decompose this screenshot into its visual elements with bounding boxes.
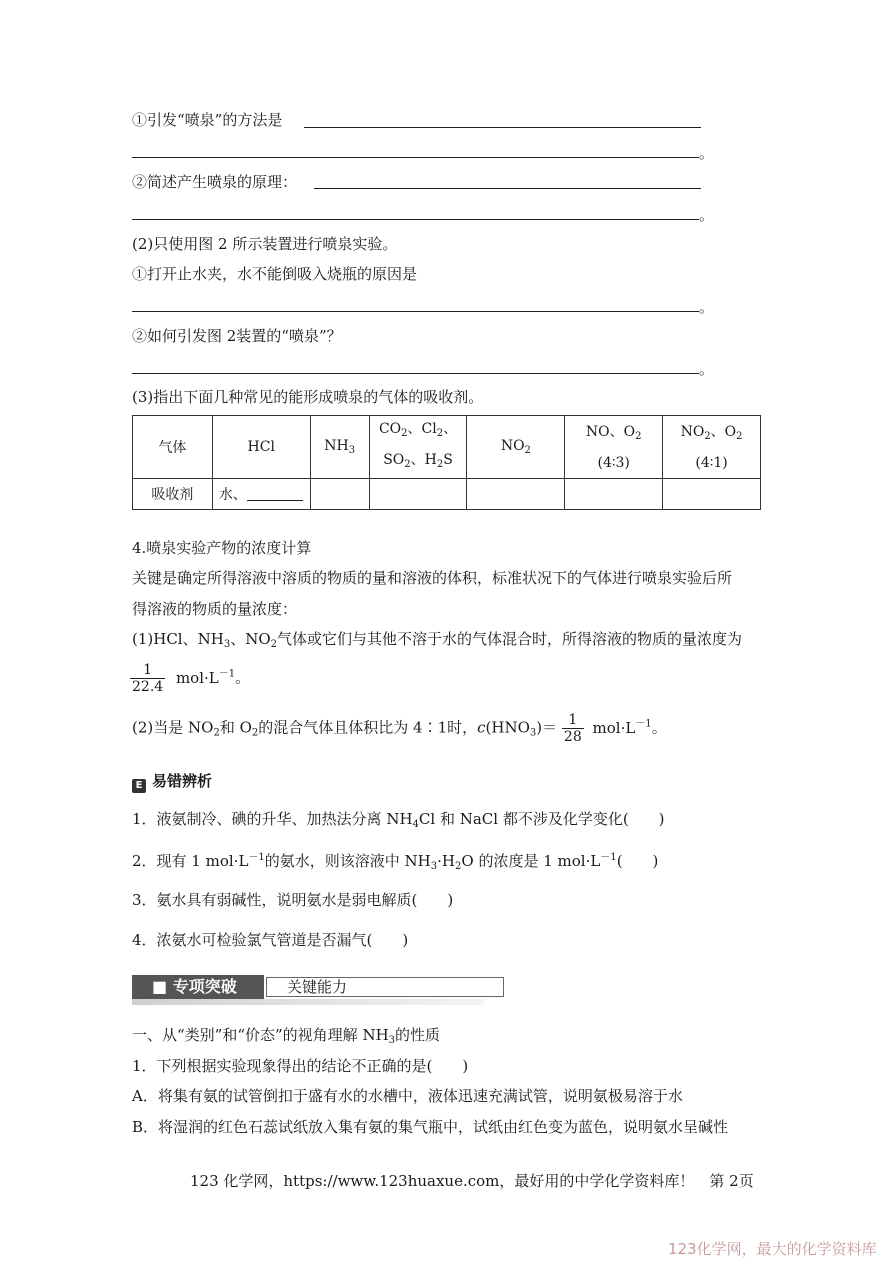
co2-cl2-so2-h2s-cell: $CO_2$、$Cl_2$、 $SO_2$、$H_2S$: [369, 416, 467, 479]
part2-title: (2)只使用图 2 所示装置进行喷泉实验。: [132, 235, 398, 253]
period: 。: [699, 360, 715, 378]
empty-cell: [565, 479, 663, 510]
answer-line: [132, 311, 699, 312]
part2-question1: ①打开止水夹，水不能倒吸入烧瓶的原因是: [132, 265, 418, 283]
e-badge-icon: E: [132, 779, 146, 793]
page-footer: 123 化学网，https://www.123huaxue.com，最好用的中学化学资料库！ 第 2页: [190, 1172, 754, 1190]
banner-special-topic: ■ 专项突破: [132, 975, 264, 999]
option-a: A．将集有氨的试管倒扣于盛有水的水槽中，液体迅速充满试管，说明氨极易溶于水: [132, 1087, 683, 1105]
gas-header-cell: 气体: [133, 416, 213, 479]
empty-cell: [369, 479, 467, 510]
section4-intro-line1: 关键是确定所得溶液中溶质的物质的量和溶液的体积，标准状况下的气体进行喷泉实验后所: [132, 569, 733, 587]
banner-key-ability: 关键能力: [266, 977, 504, 997]
banner-shadow: [132, 999, 484, 1005]
section-banner: [132, 975, 484, 1005]
nh3-cell: $NH_3$: [310, 416, 369, 479]
section4-point1: (1)HCl、$NH_3$、$NO_2$气体或它们与其他不溶于水的气体混合时，所得溶液的物质的量浓度为: [132, 630, 743, 650]
formula-1-over-22-4: $\frac{1}{22.4}$ $mol\cdot L^{-1}$。: [132, 662, 251, 695]
error-item-1: 1．液氨制冷、碘的升华、加热法分离 $NH_4Cl$ 和 NaCl 都不涉及化学变化( ): [132, 810, 665, 830]
section4-point2: (2)当是 $NO_2$和 $O_2$的混合气体且体积比为 4∶1时，$c(HNO_3)=$ $\frac{1}{28}$ $mol\cdot L^{-1}$。: [132, 712, 667, 745]
hcl-absorbent-cell: 水、: [212, 479, 310, 510]
no2-o2-cell: $NO_2$、$O_2$ (4∶1): [663, 416, 761, 479]
empty-cell: [467, 479, 565, 510]
no2-cell: $NO_2$: [467, 416, 565, 479]
error-item-3: 3．氨水具有弱碱性，说明氨水是弱电解质( ): [132, 891, 454, 909]
period: 。: [699, 144, 715, 162]
period: 。: [699, 298, 715, 316]
answer-line: [314, 188, 701, 189]
answer-line: [132, 373, 699, 374]
absorbent-table: [132, 415, 761, 510]
empty-cell: [310, 479, 369, 510]
period: 。: [699, 206, 715, 224]
part3-title: (3)指出下面几种常见的能形成喷泉的气体的吸收剂。: [132, 388, 484, 406]
watermark: 123化学网，最大的化学资料库: [668, 1240, 877, 1258]
answer-line: [132, 157, 699, 158]
answer-line: [304, 127, 701, 128]
blank-line: [247, 486, 303, 501]
question-1: 1．下列根据实验现象得出的结论不正确的是( ): [132, 1057, 469, 1075]
part2-question2: ②如何引发图 2装置的“喷泉”？: [132, 327, 342, 345]
absorbent-header-cell: 吸收剂: [133, 479, 213, 510]
section1-title: 一、从“类别”和“价态”的视角理解 $NH_3$的性质: [132, 1026, 441, 1046]
errors-heading: E 易错辨析: [132, 770, 212, 793]
hcl-cell: HCl: [212, 416, 310, 479]
question-method-label: ①引发“喷泉”的方法是: [132, 111, 283, 129]
empty-cell: [663, 479, 761, 510]
error-item-4: 4．浓氨水可检验氯气管道是否漏气( ): [132, 931, 409, 949]
answer-line: [132, 219, 699, 220]
error-item-2: 2．现有 1 $mol\cdot L^{-1}$的氨水，则该溶液中 $NH_3\cdot H_2O$ 的浓度是 1 $mol\cdot L^{-1}$( ): [132, 852, 659, 872]
no-o2-cell: NO、$O_2$ (4∶3): [565, 416, 663, 479]
option-b: B．将湿润的红色石蕊试纸放入集有氨的集气瓶中，试纸由红色变为蓝色，说明氨水呈碱性: [132, 1118, 729, 1136]
section4-intro-line2: 得溶液的物质的量浓度：: [132, 600, 298, 618]
question-principle-label: ②简述产生喷泉的原理：: [132, 173, 298, 191]
section4-title: 4.喷泉实验产物的浓度计算: [132, 539, 312, 557]
